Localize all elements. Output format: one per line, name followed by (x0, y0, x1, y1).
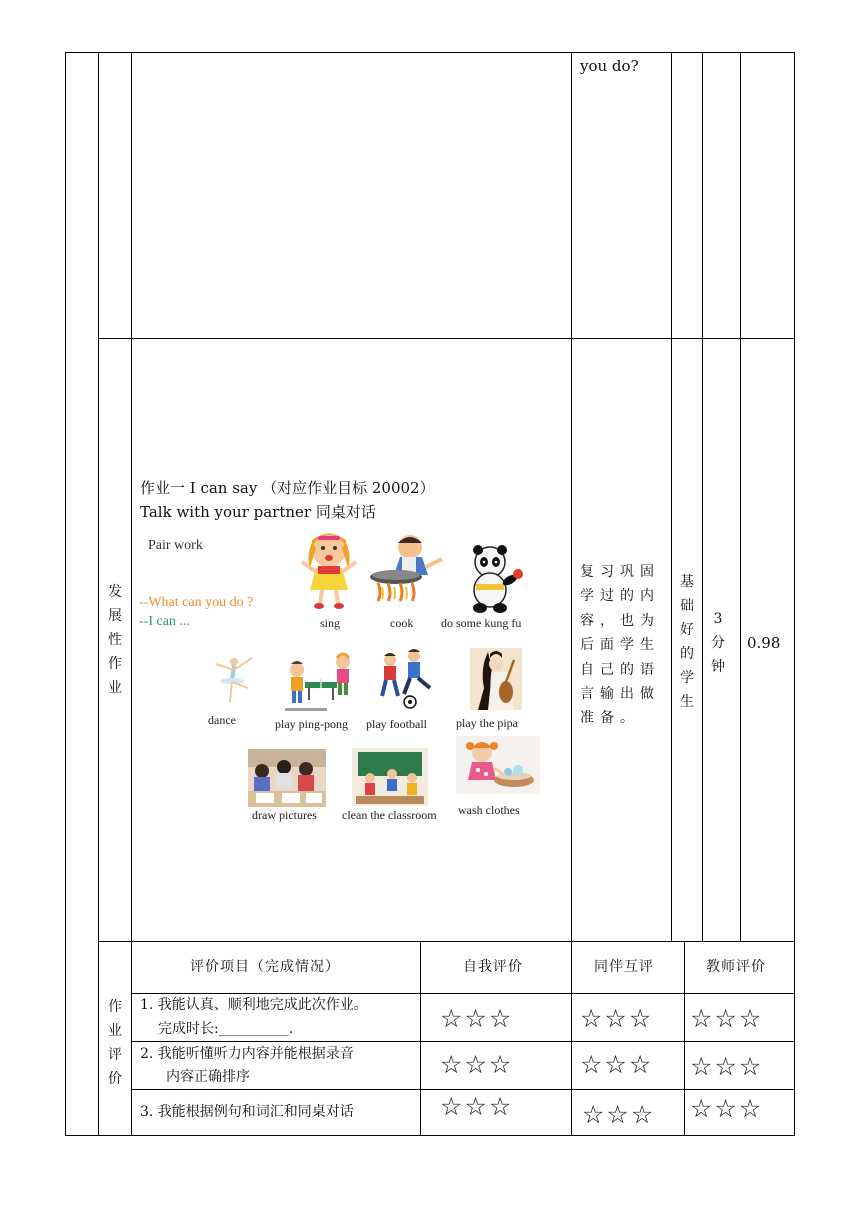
star-rating-self-3[interactable]: ☆☆☆ (440, 1092, 514, 1121)
dialog-answer: --I can ... (139, 614, 190, 629)
star-rating-teacher-3[interactable]: ☆☆☆ (690, 1094, 764, 1123)
eval-header-teacher: 教师评价 (706, 959, 766, 975)
homework-instruction: Talk with your partner 同桌对话 (140, 503, 376, 521)
cook-chef-illustration (366, 531, 446, 603)
target-students: 基础好的学生 (680, 574, 694, 710)
dev-category: 发展性作业 (108, 584, 122, 696)
star-rating-teacher-2[interactable]: ☆☆☆ (690, 1052, 764, 1081)
star-rating-self-2[interactable]: ☆☆☆ (440, 1050, 514, 1079)
eval-header-item: 评价项目（完成情况） (190, 959, 340, 975)
draw-pictures-photo (248, 749, 326, 807)
pipa-illustration (470, 648, 522, 710)
caption-dance: dance (208, 713, 236, 727)
eval-item-2-line2: 内容正确排序 (166, 1069, 250, 1085)
eval-item-3-line1: 3. 我能根据例句和词汇和同桌对话 (140, 1104, 354, 1120)
caption-cook: cook (390, 616, 414, 630)
clean-classroom-illustration (352, 748, 428, 806)
pair-work-label: Pair work (148, 538, 203, 553)
star-rating-teacher-1[interactable]: ☆☆☆ (690, 1004, 764, 1033)
caption-sing: sing (320, 616, 341, 630)
caption-football: play football (366, 717, 427, 731)
caption-clean-classroom: clean the classroom (342, 808, 437, 822)
homework-purpose: 复习巩固学过的内容，也为后面学生自己的语言输出做准备。 (580, 564, 660, 727)
ping-pong-illustration (283, 652, 357, 714)
star-rating-self-1[interactable]: ☆☆☆ (440, 1004, 514, 1033)
caption-kung-fu: do some kung fu (441, 616, 522, 630)
star-rating-peer-2[interactable]: ☆☆☆ (580, 1050, 654, 1079)
eval-header-peer: 同伴互评 (594, 959, 654, 975)
star-rating-peer-3[interactable]: ☆☆☆ (582, 1100, 656, 1129)
kung-fu-panda-illustration (466, 544, 524, 614)
question-tail: you do? (580, 57, 639, 75)
caption-draw-pictures: draw pictures (252, 808, 317, 822)
caption-wash-clothes: wash clothes (458, 803, 520, 817)
dance-ballerina-illustration (206, 654, 258, 706)
sing-girl-illustration (298, 528, 360, 610)
eval-item-1-line2: 完成时长:__________. (158, 1021, 294, 1037)
eval-header-self: 自我评价 (463, 959, 523, 975)
homework-title: 作业一 I can say （对应作业目标 20002） (140, 479, 435, 497)
caption-pipa: play the pipa (456, 716, 518, 730)
eval-category: 作业评价 (108, 999, 122, 1087)
wash-clothes-illustration (456, 736, 540, 794)
eval-item-1-line1: 1. 我能认真、顺利地完成此次作业。 (140, 997, 368, 1013)
star-rating-peer-1[interactable]: ☆☆☆ (580, 1004, 654, 1033)
football-illustration (374, 648, 442, 710)
time-estimate: 3分钟 (711, 611, 725, 675)
caption-ping-pong: play ping-pong (275, 717, 348, 731)
eval-item-2-line1: 2. 我能听懂听力内容并能根据录音 (140, 1046, 354, 1062)
difficulty-score: 0.98 (747, 634, 781, 652)
dialog-question: --What can you do ? (139, 595, 254, 610)
